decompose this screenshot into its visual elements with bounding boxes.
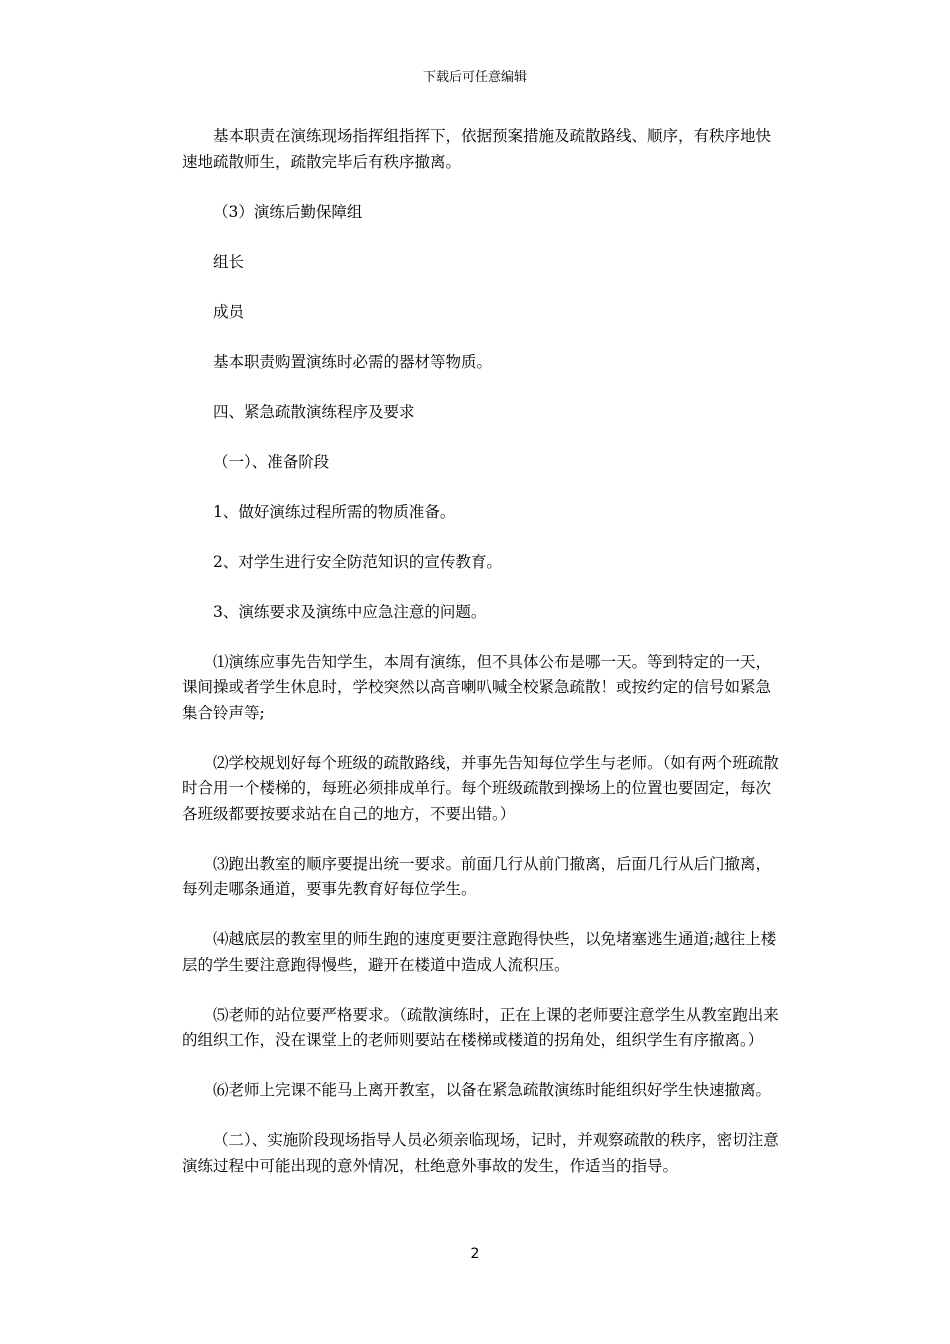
requirement-6: ⑹老师上完课不能马上离开教室，以备在紧急疏散演练时能组织好学生快速撤离。 [213, 1081, 772, 1099]
page-header: 下载后可任意编辑 [422, 70, 527, 85]
requirement-3: ⑶跑出教室的顺序要提出统一要求。前面几行从前门撤离，后面几行从后门撤离，每列走哪条通道，要事先教育好每位学生。 [182, 854, 772, 898]
paragraph-implementation-stage: （二）、实施阶段现场指导人员必须亲临现场，记时，并观察疏散的秩序，密切注意演练过程中可能出现的意外情况，杜绝意外事故的发生，作适当的指导。 [182, 1131, 779, 1175]
label-group-leader: 组长 [213, 252, 245, 271]
requirement-1: ⑴演练应事先告知学生，本周有演练，但不具体公布是哪一天。等到特定的一天，课间操或者学生休息时，学校突然以高音喇叭喊全校紧急疏散！或按约定的信号如紧急集合铃声等; [182, 652, 772, 722]
document-body [182, 124, 782, 1179]
requirement-4: ⑷越底层的教室里的师生跑的速度更要注意跑得快些，以免堵塞逃生通道;越往上楼层的学生要注意跑得慢些，避开在楼道中造成人流积压。 [182, 930, 777, 974]
heading-logistics-group: （3）演练后勤保障组 [213, 202, 363, 221]
requirement-5: ⑸老师的站位要严格要求。（疏散演练时，正在上课的老师要注意学生从教室跑出来的组织工作，没在课堂上的老师则要站在楼梯或楼道的拐角处，组织学生有序撤离。） [182, 1005, 779, 1049]
heading-preparation-stage: （一）、准备阶段 [213, 452, 330, 471]
paragraph-evacuation-duty: 基本职责在演练现场指挥组指挥下，依据预案措施及疏散路线、顺序，有秩序地快速地疏散师生，疏散完毕后有秩序撤离。 [182, 127, 772, 171]
heading-section-four: 四、紧急疏散演练程序及要求 [213, 402, 415, 421]
paragraph-logistics-duty: 基本职责购置演练时必需的器材等物质。 [213, 352, 493, 371]
list-item-3: 3、演练要求及演练中应急注意的问题。 [213, 602, 487, 621]
list-item-1: 1、做好演练过程所需的物质准备。 [213, 502, 456, 521]
requirement-2: ⑵学校规划好每个班级的疏散路线，并事先告知每位学生与老师。（如有两个班疏散时合用一个楼梯的，每班必须排成单行。每个班级疏散到操场上的位置也要固定，每次各班级都要按要求站在自己的地方，不要出错。） [182, 753, 779, 823]
label-members: 成员 [213, 302, 245, 321]
page-number: 2 [470, 1246, 480, 1262]
list-item-2: 2、对学生进行安全防范知识的宣传教育。 [213, 552, 502, 571]
